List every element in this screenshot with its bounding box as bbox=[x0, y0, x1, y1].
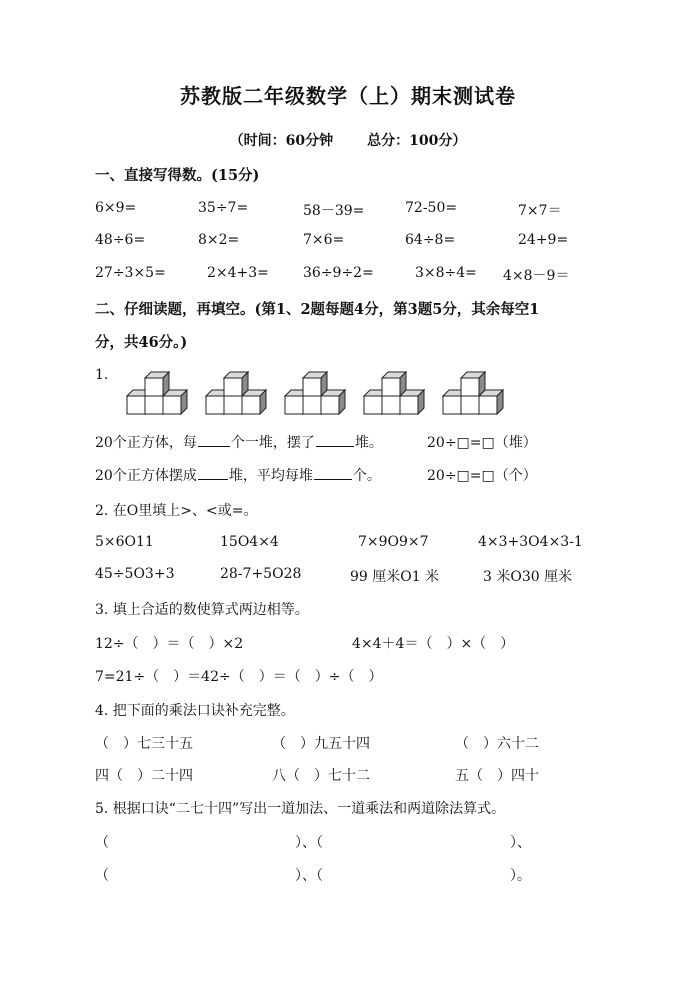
section-1-heading: 一、直接写得数。(15分) bbox=[95, 167, 260, 184]
compare-item: 28-7+5O28 bbox=[220, 566, 302, 582]
q1-equation: 20÷□=□（堆） bbox=[427, 435, 537, 451]
rhyme-item: （ ）七三十五 bbox=[95, 736, 193, 752]
question-1-number: 1. bbox=[95, 367, 109, 383]
compare-item: 15O4×4 bbox=[220, 534, 279, 550]
compare-row-2 bbox=[0, 566, 696, 590]
q1-text: 堆，平均每堆 bbox=[228, 468, 313, 484]
compare-item: 5×6O11 bbox=[95, 534, 154, 550]
arith-item: 7×6= bbox=[303, 232, 345, 248]
arith-item: 36÷9÷2= bbox=[303, 265, 374, 281]
arith-item: 4×8－9＝ bbox=[503, 268, 570, 284]
rhyme-row-1 bbox=[0, 733, 696, 757]
compare-item: 4×3+3O4×3-1 bbox=[478, 534, 583, 550]
arith-row-3 bbox=[0, 265, 696, 289]
q1-text: 20个正方体摆成 bbox=[95, 468, 197, 484]
cube-stack bbox=[364, 372, 424, 414]
answer-blank[interactable] bbox=[198, 478, 228, 480]
arith-item: 48÷6= bbox=[95, 232, 146, 248]
paren-close: ）。 bbox=[510, 868, 531, 884]
rhyme-item: （ ）九五十四 bbox=[272, 736, 370, 752]
paren-open: （ bbox=[95, 835, 109, 851]
q1-text: 个。 bbox=[352, 468, 381, 484]
arith-item: 8×2= bbox=[198, 232, 240, 248]
page-title: 苏教版二年级数学（上）期末测试卷 bbox=[180, 84, 516, 108]
cube-stack bbox=[127, 372, 187, 414]
compare-item: 3 米O30 厘米 bbox=[483, 569, 573, 585]
compare-item: 99 厘米O1 米 bbox=[350, 569, 440, 585]
paren-open: （ bbox=[95, 868, 109, 884]
arith-item: 58－39= bbox=[303, 203, 365, 219]
arith-row-1 bbox=[0, 200, 696, 224]
paren-separator: ）、（ bbox=[295, 835, 323, 851]
arith-item: 7×7＝ bbox=[518, 203, 562, 219]
question-5-line-1 bbox=[0, 832, 696, 856]
question-4-prompt: 4. 把下面的乘法口诀补充完整。 bbox=[95, 703, 295, 719]
question-3-line-2 bbox=[0, 666, 696, 690]
q1-text: 堆。 bbox=[354, 435, 383, 451]
cube-stack bbox=[285, 372, 345, 414]
question-2-prompt: 2. 在O里填上>、<或=。 bbox=[95, 503, 258, 519]
q1-text: 个一堆，摆了 bbox=[230, 435, 315, 451]
question-3-line-1 bbox=[0, 633, 696, 657]
question-1-line-2 bbox=[0, 465, 696, 489]
question-5-line-2 bbox=[0, 865, 696, 889]
rhyme-item: 四（ ）二十四 bbox=[95, 768, 193, 784]
rhyme-row-2 bbox=[0, 765, 696, 789]
fill-equation: 4×4＋4＝（ ）×（ ） bbox=[352, 636, 515, 652]
arith-row-2 bbox=[0, 232, 696, 256]
section-2-heading-line-2: 分，共46分。) bbox=[95, 334, 188, 351]
cube-stack bbox=[443, 372, 503, 414]
section-2-heading-line-1: 二、仔细读题，再填空。(第1、2题每题4分，第3题5分，其余每空1 bbox=[95, 301, 540, 318]
arith-item: 24+9= bbox=[518, 232, 569, 248]
answer-blank[interactable] bbox=[316, 445, 354, 447]
exam-info bbox=[0, 130, 696, 150]
q1-equation: 20÷□=□（个） bbox=[427, 468, 537, 484]
exam-total: 总分：100分） bbox=[367, 133, 467, 149]
compare-item: 7×9O9×7 bbox=[358, 534, 429, 550]
compare-item: 45÷5O3+3 bbox=[95, 566, 175, 582]
exam-time: （时间：60分钟 bbox=[229, 133, 334, 149]
arith-item: 64÷8= bbox=[405, 232, 456, 248]
paren-separator: ）、（ bbox=[295, 868, 323, 884]
answer-blank[interactable] bbox=[314, 478, 352, 480]
arith-item: 2×4+3= bbox=[207, 265, 269, 281]
arith-item: 35÷7= bbox=[198, 200, 249, 216]
q1-text: 20个正方体，每 bbox=[95, 435, 197, 451]
answer-blank[interactable] bbox=[198, 445, 230, 447]
paren-close: ）、 bbox=[510, 835, 531, 851]
fill-equation: 7=21÷（ ）＝42÷（ ）＝（ ）÷（ ） bbox=[95, 669, 383, 685]
arith-item: 72-50= bbox=[405, 200, 458, 216]
rhyme-item: 五（ ）四十 bbox=[455, 768, 539, 784]
rhyme-item: （ ）六十二 bbox=[455, 736, 539, 752]
compare-row-1 bbox=[0, 534, 696, 558]
rhyme-item: 八（ ）七十二 bbox=[272, 768, 370, 784]
cube-stack bbox=[206, 372, 266, 414]
arith-item: 6×9= bbox=[95, 200, 137, 216]
arith-item: 3×8÷4= bbox=[415, 265, 477, 281]
arith-item: 27÷3×5= bbox=[95, 265, 166, 281]
question-1-line-1 bbox=[0, 432, 696, 456]
question-3-prompt: 3. 填上合适的数使算式两边相等。 bbox=[95, 602, 309, 618]
question-5-prompt: 5. 根据口诀“二七十四”写出一道加法、一道乘法和两道除法算式。 bbox=[95, 801, 506, 817]
fill-equation: 12÷（ ）＝（ ）×2 bbox=[95, 636, 244, 652]
cube-stacks-illustration bbox=[125, 366, 505, 416]
